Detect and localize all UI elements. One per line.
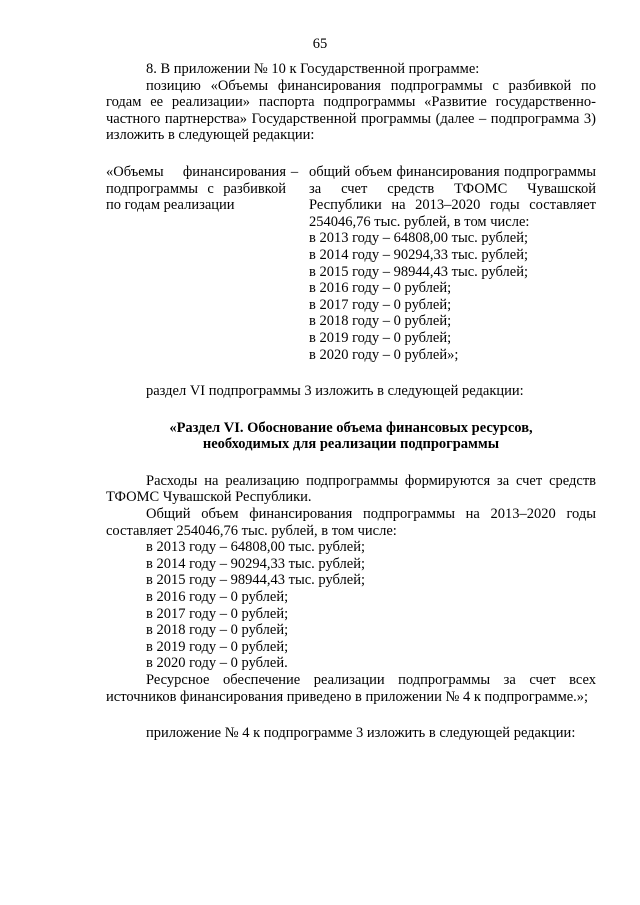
year-item: в 2018 году – 0 рублей; bbox=[146, 622, 289, 639]
passport-label: «Объемы финансирования подпрограммы с разбивкой по годам реализации bbox=[106, 163, 286, 214]
section-title-line2: необходимых для реализации подпрограммы bbox=[202, 436, 500, 453]
passport-year-item: в 2018 году – 0 рублей; bbox=[309, 313, 452, 330]
years-list bbox=[106, 539, 596, 672]
item-heading: 8. В приложении № 10 к Государственной программе: bbox=[146, 61, 480, 77]
passport-year-item: в 2016 году – 0 рублей; bbox=[309, 280, 452, 297]
year-item: в 2017 году – 0 рублей; bbox=[146, 605, 289, 622]
passport-year-item: в 2014 году – 90294,33 тыс. рублей; bbox=[309, 246, 529, 263]
passport-table bbox=[106, 164, 596, 363]
section-title bbox=[106, 420, 596, 453]
document-body bbox=[106, 61, 596, 742]
passport-year-item: в 2013 году – 64808,00 тыс. рублей; bbox=[309, 230, 529, 247]
year-item: в 2014 году – 90294,33 тыс. рублей; bbox=[146, 555, 366, 572]
passport-year-item: в 2017 году – 0 рублей; bbox=[309, 296, 452, 313]
para-resources: Ресурсное обеспечение реализации подпрограммы за счет всех источников финансирования приведено в приложении № 4 к подпрограмме.»; bbox=[106, 672, 596, 705]
para-expenses: Расходы на реализацию подпрограммы формируются за счет средств ТФОМС Чувашской Республики. bbox=[106, 472, 596, 506]
final-instruction: приложение № 4 к подпрограмме 3 изложить в следующей редакции: bbox=[146, 725, 576, 742]
passport-year-item: в 2020 году – 0 рублей»; bbox=[309, 346, 459, 363]
year-item: в 2015 году – 98944,43 тыс. рублей; bbox=[146, 572, 366, 589]
passport-year-item: в 2019 году – 0 рублей; bbox=[309, 329, 452, 346]
passport-left-cell bbox=[106, 164, 286, 363]
passport-total: общий объем финансирования подпрограммы за счет средств ТФОМС Чувашской Республики на 2013–2020 годы составляет 254046,76 тыс. рублей, в том числе: bbox=[309, 163, 596, 230]
section-title-line1: «Раздел VI. Обоснование объема финансовых ресурсов, bbox=[169, 419, 533, 436]
passport-right-cell bbox=[309, 164, 596, 363]
item-intro: позицию «Объемы финансирования подпрограммы с разбивкой по годам ее реализации» паспорта подпрограммы «Развитие государственно-частного партнерства» Государственной программы (далее – подпрограмма 3) изложить в следующей редакции: bbox=[106, 77, 596, 144]
passport-dash: – bbox=[290, 163, 299, 180]
year-item: в 2013 году – 64808,00 тыс. рублей; bbox=[146, 539, 366, 556]
year-item: в 2016 году – 0 рублей; bbox=[146, 589, 289, 606]
year-item: в 2019 году – 0 рублей; bbox=[146, 638, 289, 655]
page-number: 65 bbox=[312, 36, 328, 52]
passport-year-item: в 2015 году – 98944,43 тыс. рублей; bbox=[309, 263, 529, 280]
section-instruction: раздел VI подпрограммы 3 изложить в следующей редакции: bbox=[146, 383, 524, 400]
year-item: в 2020 году – 0 рублей. bbox=[146, 655, 288, 672]
para-total: Общий объем финансирования подпрограммы на 2013–2020 годы составляет 254046,76 тыс. рублей, в том числе: bbox=[106, 506, 596, 539]
